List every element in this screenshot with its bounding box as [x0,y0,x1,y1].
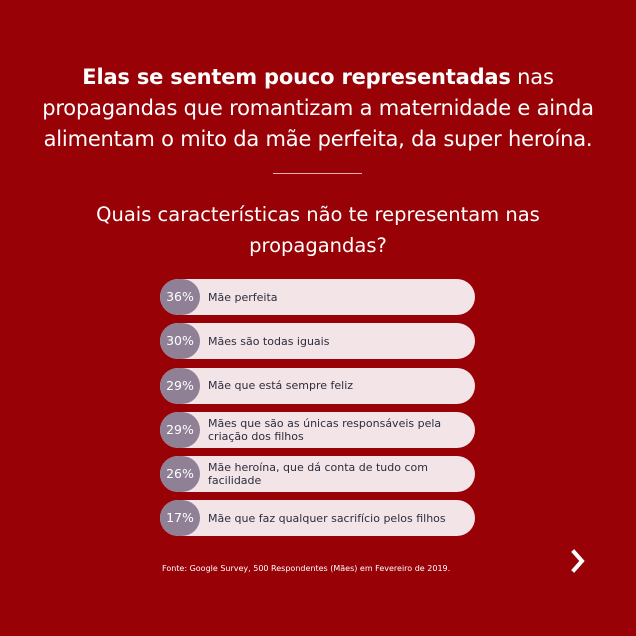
result-row [160,368,475,404]
chevron-right-icon[interactable] [566,548,592,574]
result-label: Mãe perfeita [208,290,278,304]
headline-bold: Elas se sentem pouco representadas [82,65,511,89]
result-label: Mãe heroína, que dá conta de tudo com facilidade [208,461,428,488]
result-row [160,500,475,536]
result-label: Mães são todas iguais [208,334,330,348]
percentage-badge: 29% [160,412,200,448]
percentage-badge: 26% [160,456,200,492]
result-row [160,412,475,448]
result-label: Mães que são as únicas responsáveis pela criação dos filhos [208,416,442,443]
result-row [160,456,475,492]
question: Quais características não te representam nas propagandas? [96,203,540,257]
source-note: Fonte: Google Survey, 500 Respondentes (Mães) em Fevereiro de 2019. [162,564,451,573]
percentage-badge: 30% [160,323,200,359]
divider [273,173,362,174]
results-list [160,279,475,545]
result-row [160,279,475,315]
percentage-badge: 36% [160,279,200,315]
result-label: Mãe que está sempre feliz [208,379,354,393]
percentage-badge: 29% [160,368,200,404]
percentage-badge: 17% [160,500,200,536]
result-row [160,323,475,359]
headline-rest: nas propagandas que romantizam a maternidade e ainda alimentam o mito da mãe perfeita, da super heroína. [42,65,594,151]
headline [30,62,606,155]
result-label: Mãe que faz qualquer sacrifício pelos filhos [208,511,446,525]
